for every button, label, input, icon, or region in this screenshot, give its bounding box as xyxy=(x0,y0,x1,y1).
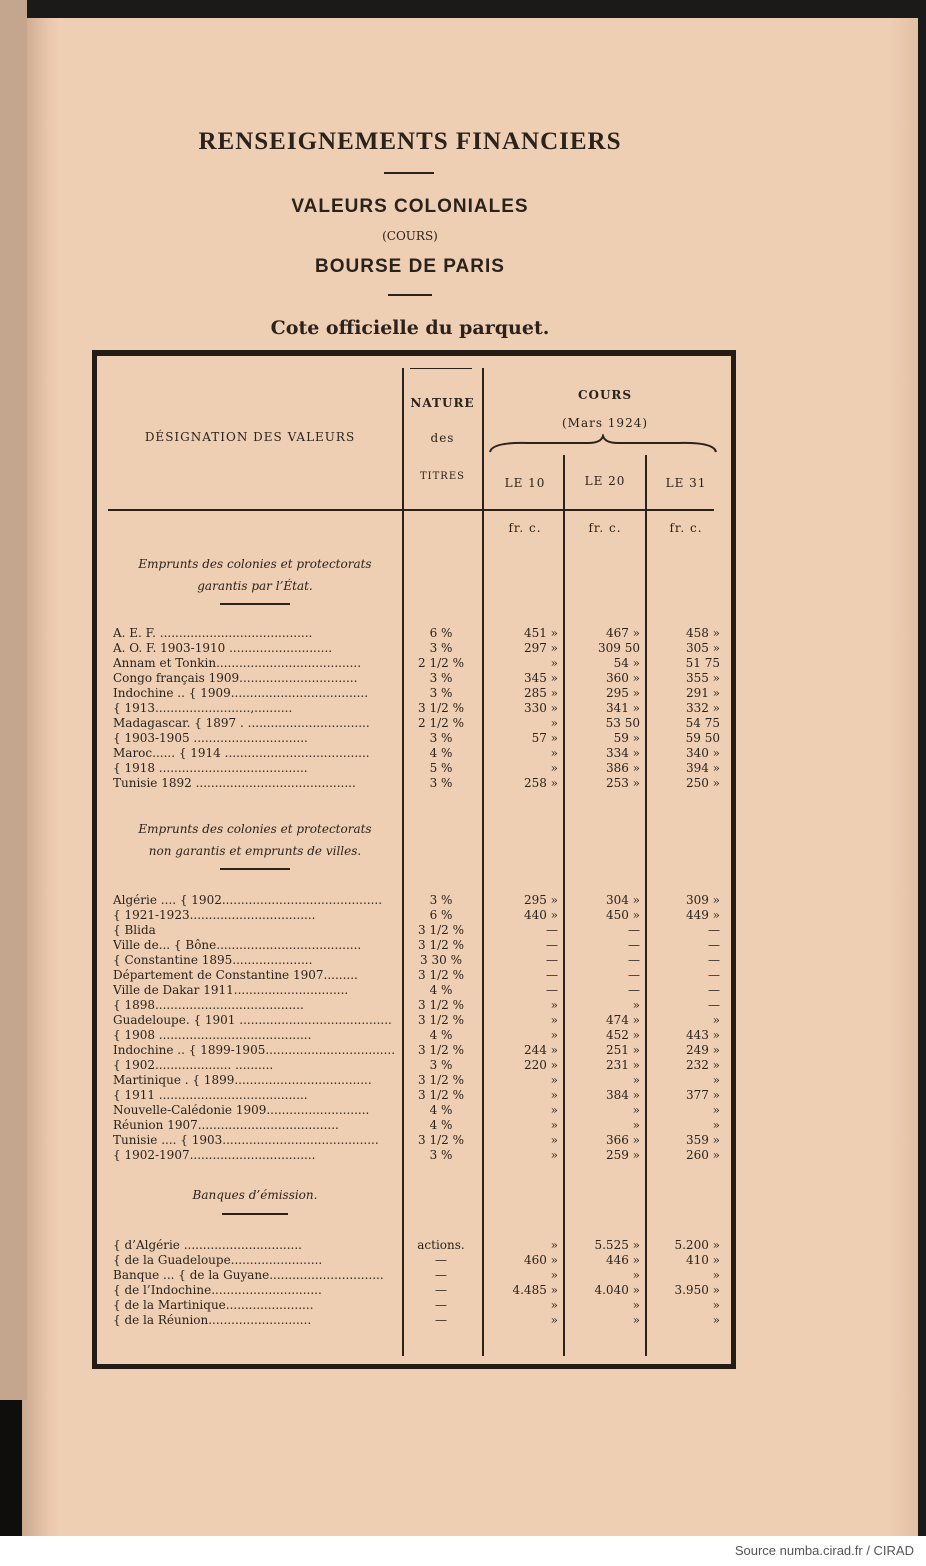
table-row: A. E. F. ........................................ 6 % 451 » 467 » 458 » xyxy=(113,626,720,640)
table-row: Martinique . { 1899.................................... 3 1/2 % » » » xyxy=(113,1073,720,1087)
table-row: { 1918 ....................................... 5 % » 386 » 394 » xyxy=(113,761,720,775)
table-row: Maroc...... { 1914 ...................................... 4 % » 334 » 340 » xyxy=(113,746,720,760)
header-des: des xyxy=(430,431,455,445)
table-row: { 1913.........................,.......... 3 1/2 % 330 » 341 » 332 » xyxy=(113,701,720,715)
table-row: { de l’Indochine............................. — 4.485 » 4.040 » 3.950 » xyxy=(113,1283,720,1297)
table-row: { 1898....................................... 3 1/2 % » » — xyxy=(113,998,720,1012)
subtitle-bourse: BOURSE DE PARIS xyxy=(315,256,505,277)
table-row: { 1903-1905 .............................. 3 % 57 » 59 » 59 50 xyxy=(113,731,720,745)
table-row: { 1921-1923................................. 6 % 440 » 450 » 449 » xyxy=(113,908,720,922)
subtitle-cote: Cote officielle du parquet. xyxy=(270,317,550,339)
header-period: (Mars 1924) xyxy=(561,416,649,430)
header-nature: NATURE xyxy=(410,396,475,410)
unit-col-31: fr. c. xyxy=(669,521,703,535)
table-row: { 1911 ....................................... 3 1/2 % » 384 » 377 » xyxy=(113,1088,720,1102)
footer-bar xyxy=(0,1536,926,1566)
section-heading xyxy=(110,553,400,597)
section-heading-line2: garantis par l’État. xyxy=(197,579,313,593)
table-row: Département de Constantine 1907......... 3 1/2 % — — — xyxy=(113,968,720,982)
header-col-10: LE 10 xyxy=(504,476,546,490)
header-col-31: LE 31 xyxy=(665,476,707,490)
page-edge xyxy=(888,18,918,1536)
unit-col-10: fr. c. xyxy=(508,521,542,535)
section-heading-line1: Banques d’émission. xyxy=(192,1188,318,1202)
col-sep-nature xyxy=(402,368,404,1356)
table-row: Tunisie .... { 1903......................................... 3 1/2 % » 366 » 359 » xyxy=(113,1133,720,1147)
table-row: { 1902.................... .......... 3 % 220 » 231 » 232 » xyxy=(113,1058,720,1072)
title-rule xyxy=(384,172,434,174)
source-credit: Source numba.cirad.fr / CIRAD xyxy=(734,1543,914,1558)
table-row: { Constantine 1895..................... 3 30 % — — — xyxy=(113,953,720,967)
table-row: Tunisie 1892 .......................................... 3 % 258 » 253 » 250 » xyxy=(113,776,720,790)
page-gutter xyxy=(22,18,60,1536)
table-row: Annam et Tonkin...................................... 2 1/2 % » 54 » 51 75 xyxy=(113,656,720,670)
col-sep-cours xyxy=(482,368,484,1356)
table-row: { 1902-1907................................. 3 % » 259 » 260 » xyxy=(113,1148,720,1162)
page-title: RENSEIGNEMENTS FINANCIERS xyxy=(198,128,622,155)
table-row: { de la Guadeloupe........................ — 460 » 446 » 410 » xyxy=(113,1253,720,1267)
section-heading-line1: Emprunts des colonies et protectorats xyxy=(138,557,372,571)
header-rule xyxy=(108,509,714,511)
table-row: { de la Martinique....................... — » » » xyxy=(113,1298,720,1312)
section-rule xyxy=(222,1213,288,1215)
brace-icon xyxy=(488,434,718,456)
table-row: { Blida 3 1/2 % — — — xyxy=(113,923,720,937)
table-row: Congo français 1909............................... 3 % 345 » 360 » 355 » xyxy=(113,671,720,685)
section-rule xyxy=(220,603,290,605)
header-titres: TITRES xyxy=(420,471,465,482)
nature-top-rule xyxy=(410,368,472,369)
table-row: Indochine .. { 1909.................................... 3 % 285 » 295 » 291 » xyxy=(113,686,720,700)
table-row: Banque ... { de la Guyane.............................. — » » » xyxy=(113,1268,720,1282)
table-row: Nouvelle-Calédonie 1909........................... 4 % » » » xyxy=(113,1103,720,1117)
table-row: Indochine .. { 1899-1905.................................. 3 1/2 % 244 » 251 » 249 » xyxy=(113,1043,720,1057)
section-heading-line2: non garantis et emprunts de villes. xyxy=(148,844,362,858)
table-row: { 1908 ........................................ 4 % » 452 » 443 » xyxy=(113,1028,720,1042)
table-row: A. O. F. 1903-1910 ........................... 3 % 297 » 309 50 305 » xyxy=(113,641,720,655)
section-heading xyxy=(110,1184,400,1206)
subtitle-cours: (COURS) xyxy=(382,229,438,243)
subtitle-rule xyxy=(388,294,432,296)
table-row: Réunion 1907..................................... 4 % » » » xyxy=(113,1118,720,1132)
section-heading xyxy=(110,818,400,862)
section-heading-line1: Emprunts des colonies et protectorats xyxy=(138,822,372,836)
header-designation: DÉSIGNATION DES VALEURS xyxy=(144,430,356,444)
table-row: { d’Algérie ............................... actions. » 5.525 » 5.200 » xyxy=(113,1238,720,1252)
binding-spine xyxy=(0,0,27,1400)
table-row: Ville de Dakar 1911.............................. 4 % — — — xyxy=(113,983,720,997)
table-row: { de la Réunion........................... — » » » xyxy=(113,1313,720,1327)
table-row: Madagascar. { 1897 . ................................ 2 1/2 % » 53 50 54 75 xyxy=(113,716,720,730)
table-row: Ville de... { Bône...................................... 3 1/2 % — — — xyxy=(113,938,720,952)
header-col-20: LE 20 xyxy=(584,474,626,488)
table-row: Algérie .... { 1902.......................................... 3 % 295 » 304 » 309 » xyxy=(113,893,720,907)
subtitle-valeurs: VALEURS COLONIALES xyxy=(291,196,529,217)
table-row: Guadeloupe. { 1901 ........................................ 3 1/2 % » 474 » » xyxy=(113,1013,720,1027)
unit-col-20: fr. c. xyxy=(588,521,622,535)
header-cours: COURS xyxy=(577,388,633,402)
section-rule xyxy=(220,868,290,870)
